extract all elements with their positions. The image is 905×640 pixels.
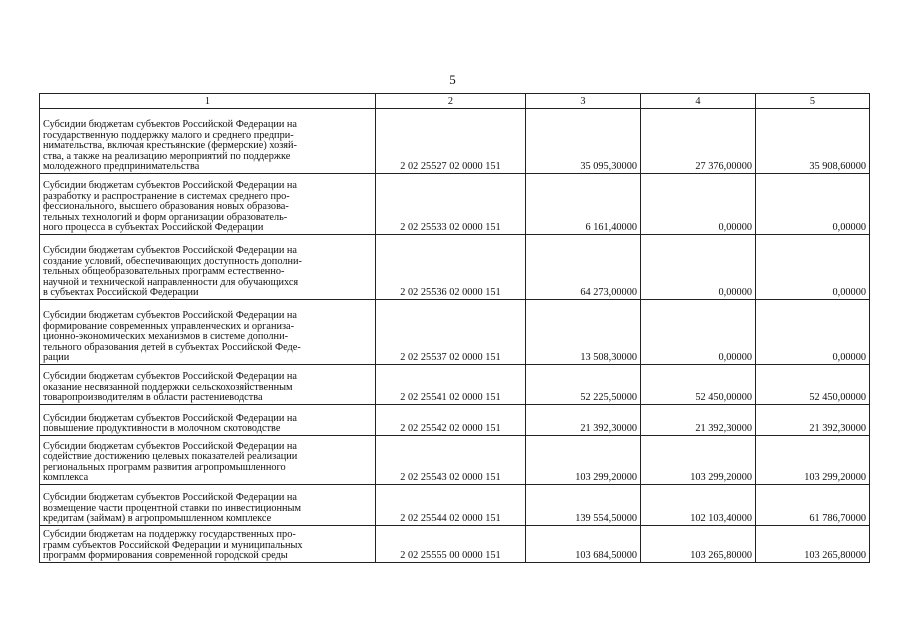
budget-classification-code-cell: 2 02 25543 02 0000 151 [376,436,526,485]
table-row [40,300,870,365]
budget-classification-code-cell: 2 02 25537 02 0000 151 [376,300,526,365]
subsidy-name-line: Субсидии бюджетам субъектов Российской Федерации на [43,371,298,383]
subsidy-name-cell [40,405,376,436]
table-row [40,436,870,485]
table-row [40,405,870,436]
column-header-5: 5 [756,94,870,109]
subsidy-name-line: Субсидии бюджетам субъектов Российской Федерации на [43,440,298,452]
amount-col4-cell: 52 450,00000 [641,365,756,405]
column-header-4: 4 [641,94,756,109]
budget-classification-code-cell: 2 02 25533 02 0000 151 [376,174,526,235]
amount-col5-cell: 52 450,00000 [756,365,870,405]
amount-col4-cell: 0,00000 [641,174,756,235]
subsidy-name-line: фессионального, высшего образования новых образова- [43,201,289,213]
subsidy-name-line: тельного образования детей в субъектах Российской Феде- [43,341,301,353]
amount-col4-cell: 27 376,00000 [641,109,756,174]
amount-col3-cell: 35 095,30000 [526,109,641,174]
amount-col5-cell: 35 908,60000 [756,109,870,174]
subsidy-name-line: нимательства, включая крестьянские (фермерские) хозяй- [43,140,297,152]
subsidy-name-cell [40,109,376,174]
subsidy-name-line: Субсидии бюджетам субъектов Российской Федерации на [43,245,298,257]
table-row [40,365,870,405]
subsidy-name-line: тельных технологий и форм организации образователь- [43,211,288,223]
budget-classification-code-cell: 2 02 25555 00 0000 151 [376,526,526,563]
subsidy-name-line: научной и технической направленности для обучающихся [43,276,299,288]
table-row [40,235,870,300]
subsidy-name-line: программ формирования современной городской среды [43,550,288,562]
subsidy-name-line: Субсидии бюджетам субъектов Российской Федерации на [43,310,298,322]
subsidy-name-line: кредитам (займам) в агропромышленном комплексе [43,513,272,525]
amount-col3-cell: 21 392,30000 [526,405,641,436]
subsidy-name-line: Субсидии бюджетам субъектов Российской Федерации на [43,180,298,192]
subsidy-name-cell [40,365,376,405]
subsidy-name-cell [40,174,376,235]
amount-col4-cell: 0,00000 [641,235,756,300]
table-row [40,174,870,235]
amount-col4-cell: 103 265,80000 [641,526,756,563]
subsidy-name-line: разработку и распространение в системах среднего про- [43,190,290,202]
subsidy-name-line: комплекса [43,472,89,484]
subsidy-name-line: повышение продуктивности в молочном скотоводстве [43,423,281,435]
subsidy-name-line: тельных общеобразовательных программ естественно- [43,266,285,278]
budget-classification-code-cell: 2 02 25541 02 0000 151 [376,365,526,405]
amount-col3-cell: 13 508,30000 [526,300,641,365]
table-row [40,526,870,563]
budget-subsidies-table [39,93,870,563]
column-header-3: 3 [526,94,641,109]
table-row [40,485,870,526]
amount-col4-cell: 103 299,20000 [641,436,756,485]
subsidy-name-line: региональных программ развития агропромышленного [43,461,286,473]
subsidy-name-line: Субсидии бюджетам субъектов Российской Федерации на [43,119,298,131]
amount-col5-cell: 0,00000 [756,174,870,235]
amount-col3-cell: 103 684,50000 [526,526,641,563]
table-body [40,109,870,563]
amount-col5-cell: 103 299,20000 [756,436,870,485]
subsidy-name-line: товаропроизводителям в области растениеводства [43,392,263,404]
page-number: 5 [449,72,456,87]
subsidy-name-line: грамм субъектов Российской Федерации и муниципальных [43,539,303,551]
subsidy-name-cell [40,526,376,563]
subsidy-name-cell [40,485,376,526]
column-header-1: 1 [40,94,376,109]
amount-col3-cell: 103 299,20000 [526,436,641,485]
subsidy-name-line: государственную поддержку малого и среднего предпри- [43,129,294,141]
subsidy-name-line: ного процесса в субъектах Российской Федерации [43,222,264,234]
subsidy-name-line: создание условий, обеспечивающих доступность дополни- [43,255,302,267]
table-header-row [40,94,870,109]
amount-col4-cell: 21 392,30000 [641,405,756,436]
budget-classification-code-cell: 2 02 25536 02 0000 151 [376,235,526,300]
subsidy-name-line: ционно-экономических механизмов в системе дополни- [43,331,289,343]
subsidy-name-line: содействие достижению целевых показателей реализации [43,451,298,463]
budget-classification-code-cell: 2 02 25527 02 0000 151 [376,109,526,174]
column-header-2: 2 [376,94,526,109]
subsidy-name-line: формирование современных управленческих и организа- [43,320,295,332]
budget-classification-code-cell: 2 02 25542 02 0000 151 [376,405,526,436]
amount-col3-cell: 6 161,40000 [526,174,641,235]
subsidy-name-line: возмещение части процентной ставки по инвестиционным [43,502,301,514]
amount-col5-cell: 0,00000 [756,235,870,300]
subsidy-name-line: оказание несвязанной поддержки сельскохозяйственным [43,381,293,393]
amount-col5-cell: 0,00000 [756,300,870,365]
subsidy-name-line: рации [43,352,70,364]
amount-col5-cell: 61 786,70000 [756,485,870,526]
subsidy-name-cell [40,436,376,485]
table-row [40,109,870,174]
amount-col4-cell: 102 103,40000 [641,485,756,526]
amount-col3-cell: 64 273,00000 [526,235,641,300]
subsidy-name-line: Субсидии бюджетам субъектов Российской Федерации на [43,412,298,424]
subsidy-name-line: ства, а также на реализацию мероприятий по поддержке [43,150,291,162]
amount-col5-cell: 21 392,30000 [756,405,870,436]
amount-col4-cell: 0,00000 [641,300,756,365]
subsidy-name-line: Субсидии бюджетам субъектов Российской Федерации на [43,492,298,504]
subsidy-name-line: Субсидии бюджетам на поддержку государственных про- [43,529,296,541]
subsidy-name-line: молодежного предпринимательства [43,161,200,173]
subsidy-name-cell [40,300,376,365]
amount-col3-cell: 52 225,50000 [526,365,641,405]
subsidy-name-cell [40,235,376,300]
amount-col5-cell: 103 265,80000 [756,526,870,563]
budget-classification-code-cell: 2 02 25544 02 0000 151 [376,485,526,526]
amount-col3-cell: 139 554,50000 [526,485,641,526]
subsidy-name-line: в субъектах Российской Федерации [43,287,199,299]
